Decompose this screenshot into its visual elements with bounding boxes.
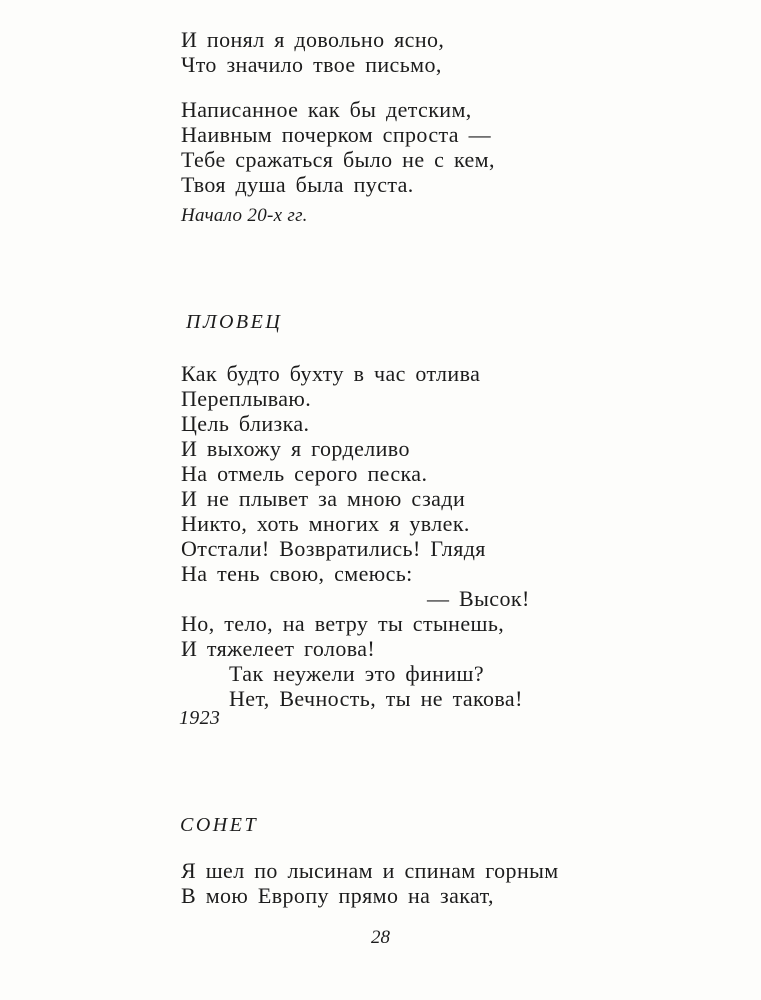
poem-line: Так неужели это финиш?	[229, 661, 485, 686]
poem-line: Что значило твое письмо,	[181, 52, 442, 77]
poem-title-sonet: СОНЕТ	[180, 814, 259, 836]
poem-line: Переплываю.	[181, 386, 312, 411]
poem-line: На отмель серого песка.	[181, 461, 428, 486]
poem-line: Как будто бухту в час отлива	[181, 361, 481, 386]
poem-line: И тяжелеет голова!	[181, 636, 376, 661]
poem-line: Наивным почерком спроста —	[181, 122, 492, 147]
poem-line: На тень свою, смеюсь:	[181, 561, 413, 586]
poem-line: И не плывет за мною сзади	[181, 486, 466, 511]
continuation-poem-date: Начало 20-х гг.	[181, 205, 308, 226]
poem-line: Никто, хоть многих я увлек.	[181, 511, 470, 536]
poem-plovec-lines	[181, 361, 530, 711]
poem-line: Но, тело, на ветру ты стынешь,	[181, 611, 505, 636]
continuation-poem-stanza-2	[181, 97, 495, 197]
continuation-poem-stanza-1	[181, 27, 444, 77]
poem-line: — Высок!	[427, 586, 530, 611]
poem-line: Нет, Вечность, ты не такова!	[229, 686, 523, 711]
poem-line: В мою Европу прямо на закат,	[181, 883, 494, 908]
poem-line: И понял я довольно ясно,	[181, 27, 445, 52]
poem-plovec-date: 1923	[179, 707, 221, 729]
poem-line: Тебе сражаться было не с кем,	[181, 147, 495, 172]
poem-line: Твоя душа была пуста.	[181, 172, 414, 197]
poem-line: Цель близка.	[181, 411, 310, 436]
poem-title-plovec: ПЛОВЕЦ	[186, 311, 283, 333]
poem-line: И выхожу я горделиво	[181, 436, 410, 461]
page-number: 28	[371, 927, 390, 948]
poem-line: Я шел по лысинам и спинам горным	[181, 858, 559, 883]
poem-line: Написанное как бы детским,	[181, 97, 472, 122]
poem-line: Отстали! Возвратились! Глядя	[181, 536, 486, 561]
poem-sonet-lines	[181, 858, 559, 908]
